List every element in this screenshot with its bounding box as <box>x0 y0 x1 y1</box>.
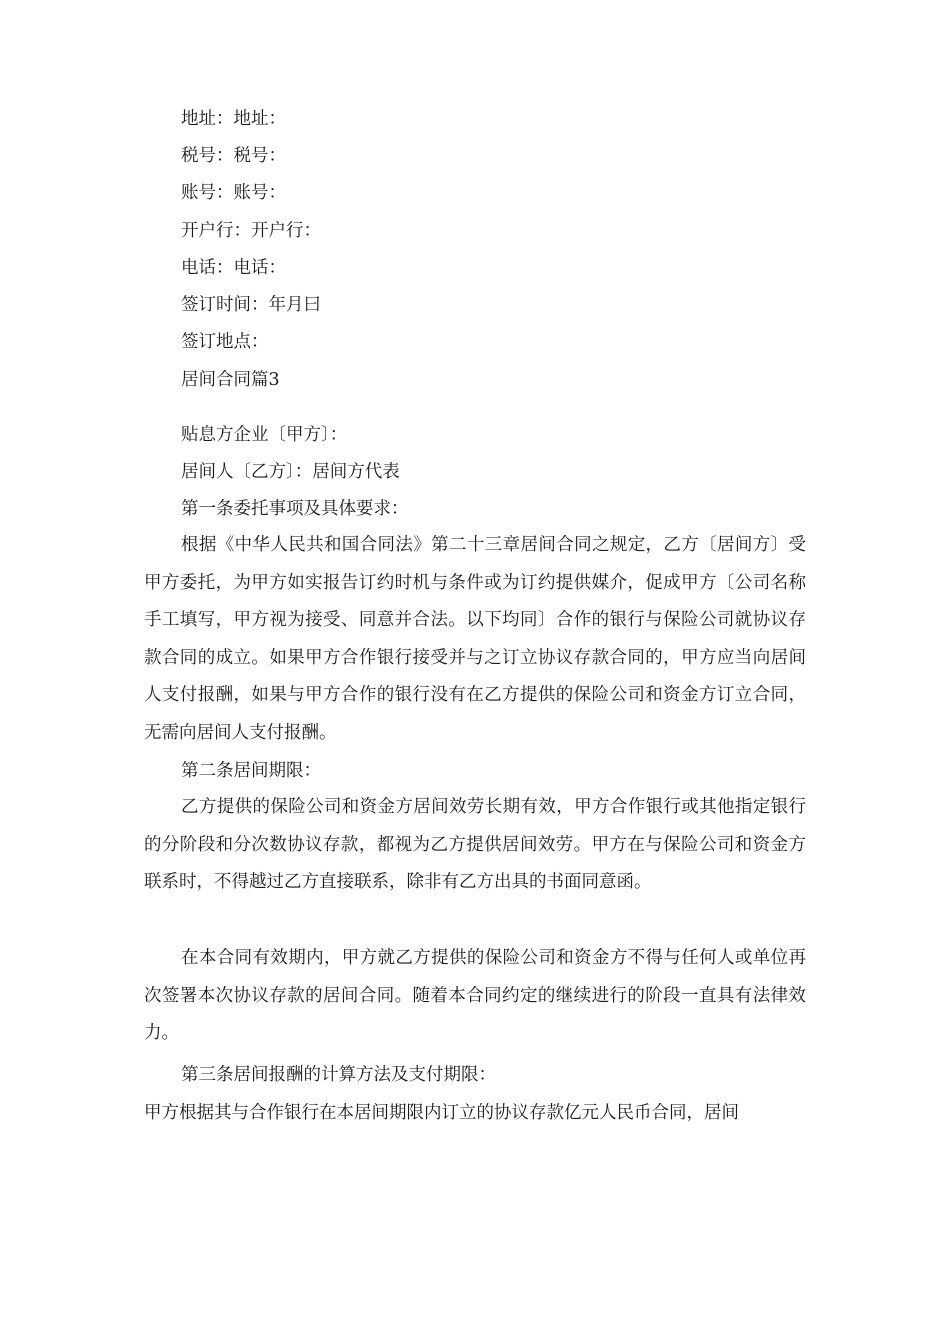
article-1-paragraph: 根据《中华人民共和国合同法》第二十三章居间合同之规定，乙方〔居间方〕受甲方委托，为甲方如实报告订约时机与条件或为订约提供媒介，促成甲方〔公司名称手工填写，甲方视为接受、同意并合法。以下均同〕合作的银行与保险公司就协议存款合同的成立。如果甲方合作银行接受并与之订立协议存款合同的，甲方应当向居间人支付报酬，如果与甲方合作的银行没有在乙方提供的保险公司和资金方订立合同，无需向居间人支付报酬。 <box>144 535 806 743</box>
article-3-paragraph: 甲方根据其与合作银行在本居间期限内订立的协议存款亿元人民币合同，居间 <box>144 1103 739 1123</box>
article-2-paragraph-1: 乙方提供的保险公司和资金方居间效劳长期有效，甲方合作银行或其他指定银行的分阶段和分次数协议存款，都视为乙方提供居间效劳。甲方在与保险公司和资金方联系时，不得越过乙方直接联系，除非有乙方出具的书面同意函。 <box>144 797 806 892</box>
address-field: 地址：地址： <box>181 109 286 129</box>
section-title: 居间合同篇3 <box>181 370 280 390</box>
party-b-line: 居间人〔乙方〕：居间方代表 <box>181 462 400 482</box>
signing-date-field: 签订时间：年月曰 <box>181 295 321 315</box>
article-1-heading: 第一条委托事项及具体要求： <box>181 499 409 519</box>
account-number-field: 账号：账号： <box>181 183 286 203</box>
bank-field: 开户行：开户行： <box>181 221 321 241</box>
article-2-paragraph-2: 在本合同有效期内，甲方就乙方提供的保险公司和资金方不得与任何人或单位再次签署本次协议存款的居间合同。随着本合同约定的继续进行的阶段一直具有法律效力。 <box>144 948 806 1043</box>
article-2-heading: 第二条居间期限： <box>181 761 321 781</box>
phone-field: 电话：电话： <box>181 258 286 278</box>
party-a-line: 贴息方企业〔甲方〕： <box>181 425 348 445</box>
article-3-heading: 第三条居间报酬的计算方法及支付期限： <box>181 1065 496 1085</box>
tax-number-field: 税号：税号： <box>181 146 286 166</box>
signing-place-field: 签订地点： <box>181 332 269 352</box>
